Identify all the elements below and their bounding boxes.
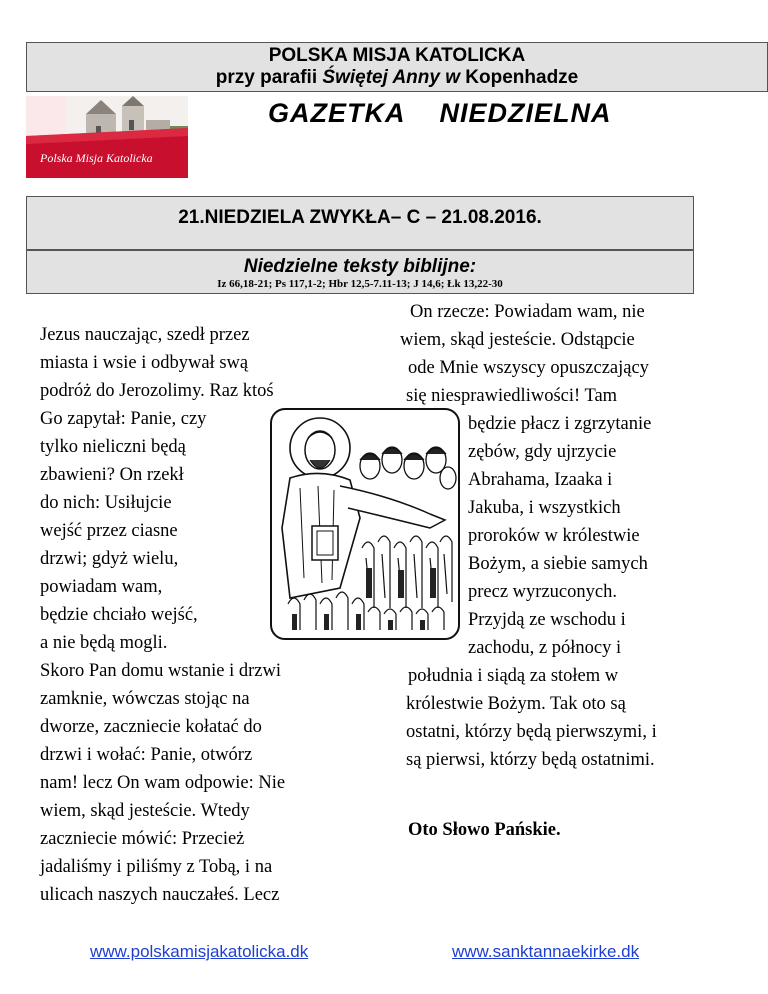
left-text-line: zaczniecie mówić: Przecież [40,829,245,849]
right-text-line: Abrahama, Izaaka i [468,470,613,490]
newsletter-title: GAZETKA NIEDZIELNA [268,98,612,128]
right-text-line: południa i siądą za stołem w [408,666,619,686]
link-sanktanna[interactable]: www.sanktannaekirke.dk [452,942,640,961]
right-text-line: precz wyrzuconych. [468,582,617,602]
right-text-line: On rzecze: Powiadam wam, nie [410,302,645,322]
right-text-line: się niesprawiedliwości! Tam [406,386,618,406]
jesus-teaching-illustration [270,408,460,640]
right-text-line: będzie płacz i zgrzytanie [468,414,652,434]
readings-title: Niedzielne teksty biblijne: [243,256,477,277]
right-text-line: zębów, gdy ujrzycie [468,442,617,462]
parish-subtitle: przy parafii Świętej Anny w Kopenhadze [215,67,579,88]
left-text-line: podróż do Jerozolimy. Raz ktoś [40,381,274,401]
right-text-line: wiem, skąd jesteście. Odstąpcie [400,330,635,350]
left-text-line: drzwi i wołać: Panie, otwórz [40,745,253,765]
closing-phrase: Oto Słowo Pańskie. [408,820,561,840]
left-text-line: wejść przez ciasne [40,521,178,541]
left-text-line: powiadam wam, [40,577,163,597]
right-text-line: proroków w królestwie [468,526,640,546]
mission-logo [26,96,188,178]
logo-caption: Polska Misja Katolicka [40,151,153,165]
left-text-line: zbawieni? On rzekł [40,465,184,485]
right-text-line: Przyjdą ze wschodu i [468,610,626,630]
left-text-line: Jezus nauczając, szedł przez [40,325,250,345]
left-text-line: do nich: Usiłujcie [40,493,172,513]
right-text-line: Bożym, a siebie samych [468,554,648,574]
right-text-line: ostatni, którzy będą pierwszymi, i [406,722,657,742]
right-text-line: są pierwsi, którzy będą ostatnimi. [406,750,655,770]
left-text-line: a nie będą mogli. [40,633,168,653]
left-text-line: ulicach naszych nauczałeś. Lecz [40,885,280,905]
left-text-line: Go zapytał: Panie, czy [40,409,207,429]
left-text-line: jadaliśmy i piliśmy z Tobą, i na [40,857,273,877]
left-text-line: dworze, zaczniecie kołatać do [40,717,262,737]
left-text-line: Skoro Pan domu wstanie i drzwi [40,661,281,681]
left-text-line: wiem, skąd jesteście. Wtedy [40,801,250,821]
right-text-line: ode Mnie wszyscy opuszczający [408,358,649,378]
link-polskamisja[interactable]: www.polskamisjakatolicka.dk [90,942,309,961]
mission-title: POLSKA MISJA KATOLICKA [268,45,526,66]
left-text-line: będzie chciało wejść, [40,605,198,625]
left-text-line: tylko nieliczni będą [40,437,186,457]
sunday-date-title: 21.NIEDZIELA ZWYKŁA– C – 21.08.2016. [26,196,694,250]
readings-box [26,250,694,294]
left-text-line: zamknie, wówczas stojąc na [40,689,250,709]
left-text-line: drzwi; gdyż wielu, [40,549,179,569]
left-text-line: nam! lecz On wam odpowie: Nie [40,773,286,793]
right-text-line: zachodu, z północy i [468,638,622,658]
right-text-line: królestwie Bożym. Tak oto są [406,694,626,714]
header-box [26,42,768,92]
readings-references: Iz 66,18-21; Ps 117,1-2; Hbr 12,5-7.11-13; J 14,6; Łk 13,22-30 [217,278,503,290]
right-text-line: Jakuba, i wszystkich [468,498,621,518]
left-text-line: miasta i wsie i odbywał swą [40,353,249,373]
